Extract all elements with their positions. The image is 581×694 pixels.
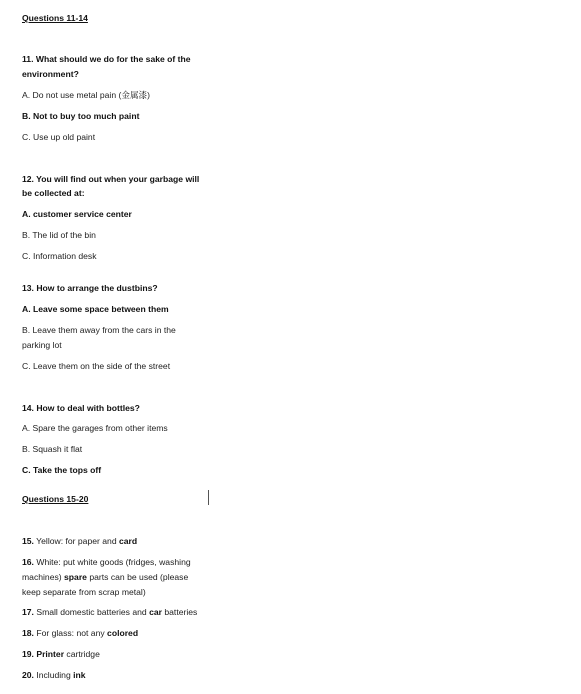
question-11-option-a: A. Do not use metal pain (金属漆) [22, 90, 151, 100]
text-cursor[interactable] [208, 490, 209, 505]
answer-15: 15. Yellow: for paper and card [22, 536, 138, 546]
question-14-option-b: B. Squash it flat [22, 444, 83, 454]
question-13-option-b-cont: parking lot [22, 340, 62, 350]
question-14-option-c: C. Take the tops off [22, 465, 102, 475]
answer-20: 20. Including ink [22, 670, 86, 680]
question-11-option-c: C. Use up old paint [22, 132, 96, 142]
question-13-option-a: A. Leave some space between them [22, 304, 169, 314]
answer-18: 18. For glass: not any colored [22, 628, 139, 638]
answer-19: 19. Printer cartridge [22, 649, 100, 659]
question-13-option-b: B. Leave them away from the cars in the [22, 325, 176, 335]
question-11-option-b: B. Not to buy too much paint [22, 111, 140, 121]
question-13-stem: 13. How to arrange the dustbins? [22, 283, 158, 293]
question-12-stem-cont: be collected at: [22, 188, 85, 198]
question-12-option-a: A. customer service center [22, 209, 132, 219]
question-14-stem: 14. How to deal with bottles? [22, 403, 140, 413]
question-12-stem: 12. You will find out when your garbage will [22, 174, 200, 184]
section-heading-11-14: Questions 11-14 [22, 13, 88, 23]
question-12-option-c: C. Information desk [22, 251, 97, 261]
question-11-stem: 11. What should we do for the sake of the [22, 54, 191, 64]
answer-16-cont: machines) spare parts can be used (please [22, 572, 189, 582]
answer-16: 16. White: put white goods (fridges, washing [22, 557, 191, 567]
question-11-stem-cont: environment? [22, 69, 79, 79]
question-14-option-a: A. Spare the garages from other items [22, 423, 168, 433]
answer-16-cont-2: keep separate from scrap metal) [22, 587, 146, 597]
section-heading-15-20: Questions 15-20 [22, 494, 89, 504]
question-12-option-b: B. The lid of the bin [22, 230, 96, 240]
answer-17: 17. Small domestic batteries and car batteries [22, 607, 198, 617]
question-13-option-c: C. Leave them on the side of the street [22, 361, 171, 371]
